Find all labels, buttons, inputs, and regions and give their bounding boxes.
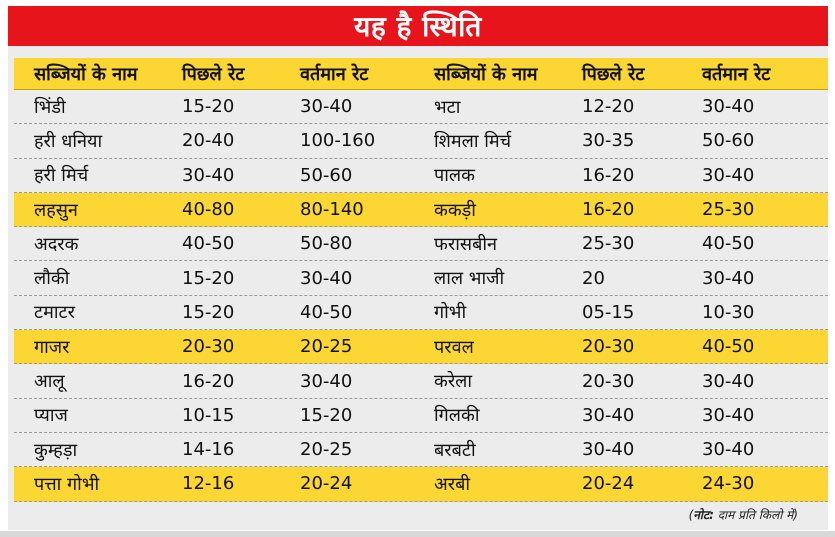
cell-vegetable-name: भिंडी	[34, 96, 66, 118]
cell-current-rate-2: 40-50	[702, 233, 755, 255]
page-bottom-strip	[0, 531, 835, 537]
cell-current-rate-2: 30-40	[702, 370, 755, 392]
cell-previous-rate: 15-20	[182, 301, 235, 323]
cell-current-rate: 30-40	[300, 267, 353, 289]
cell-previous-rate-2: 20-30	[582, 370, 635, 392]
table-row	[14, 193, 828, 227]
table-row	[14, 467, 828, 501]
cell-current-rate-2: 10-30	[702, 301, 755, 323]
cell-vegetable-name: गाजर	[34, 336, 70, 358]
table-row	[14, 433, 828, 467]
cell-vegetable-name: अदरक	[34, 233, 79, 255]
cell-current-rate: 50-80	[300, 233, 353, 255]
cell-previous-rate-2: 20	[582, 267, 605, 289]
cell-vegetable-name: प्याज	[34, 405, 68, 427]
cell-previous-rate-2: 16-20	[582, 199, 635, 221]
cell-previous-rate-2: 20-24	[582, 473, 635, 495]
cell-vegetable-name-2: पालक	[434, 165, 475, 187]
cell-current-rate-2: 30-40	[702, 439, 755, 461]
cell-current-rate: 20-25	[300, 336, 353, 358]
cell-current-rate-2: 24-30	[702, 473, 755, 495]
cell-previous-rate-2: 30-40	[582, 404, 635, 426]
cell-vegetable-name-2: बरबटी	[434, 439, 476, 461]
cell-current-rate-2: 25-30	[702, 199, 755, 221]
table-row	[14, 296, 828, 330]
cell-current-rate: 20-25	[300, 439, 353, 461]
table-row	[14, 261, 828, 295]
cell-vegetable-name-2: लाल भाजी	[434, 268, 505, 290]
cell-previous-rate: 15-20	[182, 96, 235, 118]
table-row	[14, 399, 828, 433]
cell-previous-rate: 30-40	[182, 164, 235, 186]
note-text: दाम प्रति किलो में)	[713, 508, 798, 522]
note-open: (	[688, 508, 694, 522]
cell-current-rate: 50-60	[300, 164, 353, 186]
cell-current-rate: 20-24	[300, 473, 353, 495]
cell-vegetable-name: कुम्हड़ा	[34, 439, 78, 461]
cell-vegetable-name-2: फरासबीन	[434, 233, 497, 255]
cell-vegetable-name: हरी मिर्च	[34, 165, 89, 187]
price-note	[689, 506, 798, 523]
cell-previous-rate: 20-40	[182, 130, 235, 152]
cell-previous-rate: 40-50	[182, 233, 235, 255]
table-row	[14, 227, 828, 261]
cell-vegetable-name-2: ककड़ी	[434, 199, 476, 221]
cell-vegetable-name-2: अरबी	[434, 473, 471, 495]
cell-vegetable-name: हरी धनिया	[34, 130, 103, 152]
title-banner	[8, 6, 828, 46]
cell-current-rate-2: 30-40	[702, 267, 755, 289]
header-vegetable-name: सब्जियों के नाम	[34, 63, 138, 85]
cell-previous-rate: 20-30	[182, 336, 235, 358]
cell-current-rate: 80-140	[300, 199, 364, 221]
cell-vegetable-name: लहसुन	[34, 199, 78, 221]
table-row	[14, 90, 828, 124]
cell-vegetable-name: पत्ता गोभी	[34, 473, 100, 495]
cell-previous-rate: 16-20	[182, 370, 235, 392]
cell-previous-rate-2: 05-15	[582, 301, 635, 323]
table-row	[14, 124, 828, 158]
cell-previous-rate: 12-16	[182, 473, 235, 495]
cell-vegetable-name: टमाटर	[34, 302, 75, 324]
cell-current-rate: 30-40	[300, 96, 353, 118]
table-header-row	[14, 58, 828, 90]
cell-current-rate: 100-160	[300, 130, 376, 152]
cell-vegetable-name-2: भटा	[434, 96, 461, 118]
header-vegetable-name-2: सब्जियों के नाम	[434, 63, 538, 85]
cell-vegetable-name-2: करेला	[434, 371, 473, 393]
header-previous-rate: पिछले रेट	[182, 63, 245, 85]
cell-current-rate: 30-40	[300, 370, 353, 392]
cell-current-rate-2: 30-40	[702, 404, 755, 426]
cell-vegetable-name-2: शिमला मिर्च	[434, 130, 512, 152]
header-previous-rate-2: पिछले रेट	[582, 63, 645, 85]
header-current-rate: वर्तमान रेट	[300, 63, 369, 85]
cell-vegetable-name: आलू	[34, 371, 65, 393]
cell-previous-rate: 40-80	[182, 199, 235, 221]
cell-previous-rate-2: 30-40	[582, 439, 635, 461]
cell-current-rate-2: 30-40	[702, 164, 755, 186]
cell-current-rate: 15-20	[300, 404, 353, 426]
cell-vegetable-name-2: परवल	[434, 336, 474, 358]
cell-current-rate-2: 30-40	[702, 96, 755, 118]
cell-vegetable-name: लौकी	[34, 268, 70, 290]
cell-current-rate: 40-50	[300, 301, 353, 323]
cell-current-rate-2: 40-50	[702, 336, 755, 358]
cell-vegetable-name-2: गोभी	[434, 302, 467, 324]
cell-previous-rate: 10-15	[182, 404, 235, 426]
banner-title: यह है स्थिति	[354, 10, 482, 43]
cell-previous-rate-2: 16-20	[582, 164, 635, 186]
header-current-rate-2: वर्तमान रेट	[702, 63, 771, 85]
cell-previous-rate-2: 12-20	[582, 96, 635, 118]
rate-table-panel	[8, 6, 828, 530]
cell-previous-rate-2: 25-30	[582, 233, 635, 255]
note-label: नोट:	[693, 508, 714, 522]
table-row	[14, 330, 828, 364]
table-body	[14, 90, 828, 502]
cell-current-rate-2: 50-60	[702, 130, 755, 152]
cell-previous-rate-2: 30-35	[582, 130, 635, 152]
cell-previous-rate: 15-20	[182, 267, 235, 289]
vegetable-rate-table	[14, 58, 828, 502]
cell-previous-rate-2: 20-30	[582, 336, 635, 358]
table-row	[14, 364, 828, 398]
table-row	[14, 159, 828, 193]
cell-previous-rate: 14-16	[182, 439, 235, 461]
cell-vegetable-name-2: गिलकी	[434, 405, 480, 427]
